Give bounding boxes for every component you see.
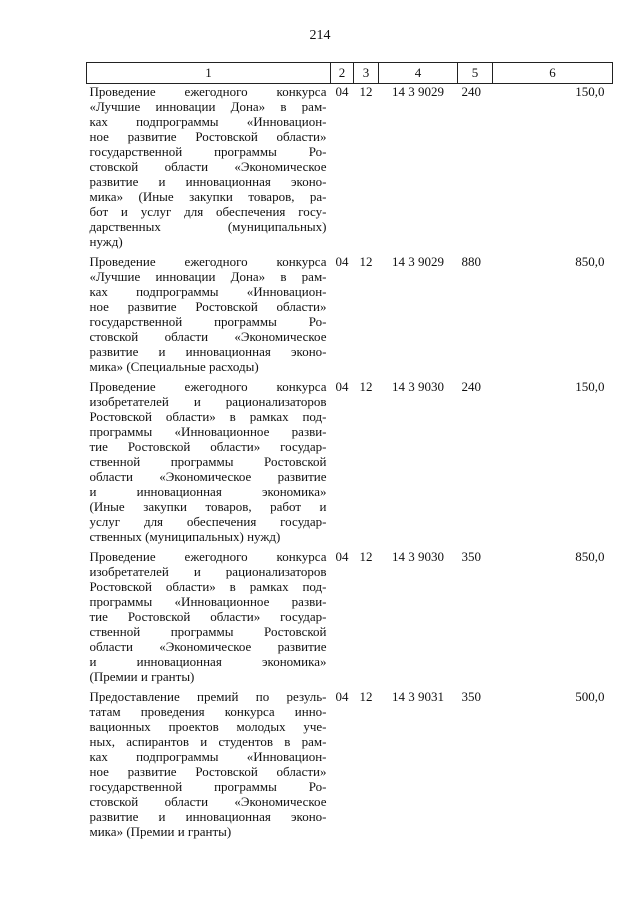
table-row [87, 84, 613, 255]
header-cell-1: 1 [87, 63, 331, 84]
description-line: ное развитие Ростовской области» [89, 764, 327, 779]
description-line: нужд) [89, 234, 123, 249]
row-description [87, 379, 331, 549]
description-line: и инновационная экономика» [89, 654, 327, 669]
table-row [87, 379, 613, 549]
description-line: ных, аспирантов и студентов в рам- [89, 734, 327, 749]
description-line: татам проведения конкурса инно- [89, 704, 327, 719]
description-line: стовской области «Экономическое [89, 159, 327, 174]
description-line: Ростовской области» в рамках под- [89, 409, 327, 424]
description-line: развитие и инновационная эконо- [89, 344, 327, 359]
row-target-code: 14 3 9030 [392, 379, 444, 394]
row-target-code: 14 3 9031 [392, 689, 444, 704]
table-row [87, 689, 613, 844]
description-line: (Иные закупки товаров, работ и [89, 499, 327, 514]
description-line: ках подпрограммы «Инновацион- [89, 284, 327, 299]
description-line: государственной программы Ро- [89, 314, 327, 329]
row-expense-type: 880 [461, 254, 481, 269]
row-subsection-code: 12 [359, 379, 373, 394]
row-target-code: 14 3 9029 [392, 254, 444, 269]
table-row [87, 549, 613, 689]
description-line: ках подпрограммы «Инновацион- [89, 114, 327, 129]
description-line: ное развитие Ростовской области» [89, 299, 327, 314]
description-line: (Премии и гранты) [89, 669, 195, 684]
description-line: развитие и инновационная эконо- [89, 174, 327, 189]
row-amount: 150,0 [575, 379, 605, 394]
header-cell-6: 6 [493, 63, 613, 84]
row-expense-type: 240 [461, 84, 481, 99]
row-amount: 850,0 [575, 254, 605, 269]
description-line: изобретателей и рационализаторов [89, 564, 327, 579]
description-line: мика» (Специальные расходы) [89, 359, 259, 374]
budget-table [86, 62, 613, 844]
description-line: тие Ростовской области» государ- [89, 609, 327, 624]
row-description [87, 84, 331, 255]
page-number: 214 [309, 28, 331, 43]
header-cell-4: 4 [379, 63, 458, 84]
description-line: Проведение ежегодного конкурса [89, 254, 327, 269]
description-line: мика» (Иные закупки товаров, ра- [89, 189, 327, 204]
header-cell-2: 2 [331, 63, 354, 84]
row-section-code: 04 [335, 84, 349, 99]
row-section-code: 04 [335, 379, 349, 394]
description-line: вационных проектов молодых уче- [89, 719, 327, 734]
description-line: ственной программы Ростовской [89, 454, 327, 469]
description-line: тие Ростовской области» государ- [89, 439, 327, 454]
description-line: «Лучшие инновации Дона» в рам- [89, 269, 327, 284]
description-line: Проведение ежегодного конкурса [89, 84, 327, 99]
row-target-code: 14 3 9029 [392, 84, 444, 99]
description-line: Проведение ежегодного конкурса [89, 549, 327, 564]
description-line: Предоставление премий по резуль- [89, 689, 327, 704]
description-line: стовской области «Экономическое [89, 329, 327, 344]
row-subsection-code: 12 [359, 689, 373, 704]
row-subsection-code: 12 [359, 84, 373, 99]
description-line: услуг для обеспечения государ- [89, 514, 327, 529]
header-cell-3: 3 [354, 63, 379, 84]
row-expense-type: 350 [461, 549, 481, 564]
description-line: ное развитие Ростовской области» [89, 129, 327, 144]
description-line: дарственных (муниципальных) [89, 219, 327, 234]
row-description [87, 254, 331, 379]
row-section-code: 04 [335, 549, 349, 564]
description-line: области «Экономическое развитие [89, 469, 327, 484]
row-section-code: 04 [335, 689, 349, 704]
description-line: мика» (Премии и гранты) [89, 824, 232, 839]
description-line: государственной программы Ро- [89, 144, 327, 159]
row-target-code: 14 3 9030 [392, 549, 444, 564]
description-line: «Лучшие инновации Дона» в рам- [89, 99, 327, 114]
row-subsection-code: 12 [359, 549, 373, 564]
description-line: программы «Инновационное разви- [89, 594, 327, 609]
header-cell-5: 5 [458, 63, 493, 84]
row-amount: 150,0 [575, 84, 605, 99]
row-subsection-code: 12 [359, 254, 373, 269]
description-line: ственных (муниципальных) нужд) [89, 529, 281, 544]
header-row [87, 63, 613, 84]
row-section-code: 04 [335, 254, 349, 269]
row-description [87, 689, 331, 844]
row-expense-type: 240 [461, 379, 481, 394]
row-description [87, 549, 331, 689]
table-body [87, 84, 613, 845]
row-amount: 850,0 [575, 549, 605, 564]
description-line: изобретателей и рационализаторов [89, 394, 327, 409]
description-line: ственной программы Ростовской [89, 624, 327, 639]
description-line: бот и услуг для обеспечения госу- [89, 204, 327, 219]
description-line: области «Экономическое развитие [89, 639, 327, 654]
description-line: Проведение ежегодного конкурса [89, 379, 327, 394]
description-line: стовской области «Экономическое [89, 794, 327, 809]
row-amount: 500,0 [575, 689, 605, 704]
row-expense-type: 350 [461, 689, 481, 704]
description-line: Ростовской области» в рамках под- [89, 579, 327, 594]
description-line: развитие и инновационная эконо- [89, 809, 327, 824]
table-row [87, 254, 613, 379]
description-line: программы «Инновационное разви- [89, 424, 327, 439]
description-line: государственной программы Ро- [89, 779, 327, 794]
description-line: и инновационная экономика» [89, 484, 327, 499]
description-line: ках подпрограммы «Инновацион- [89, 749, 327, 764]
